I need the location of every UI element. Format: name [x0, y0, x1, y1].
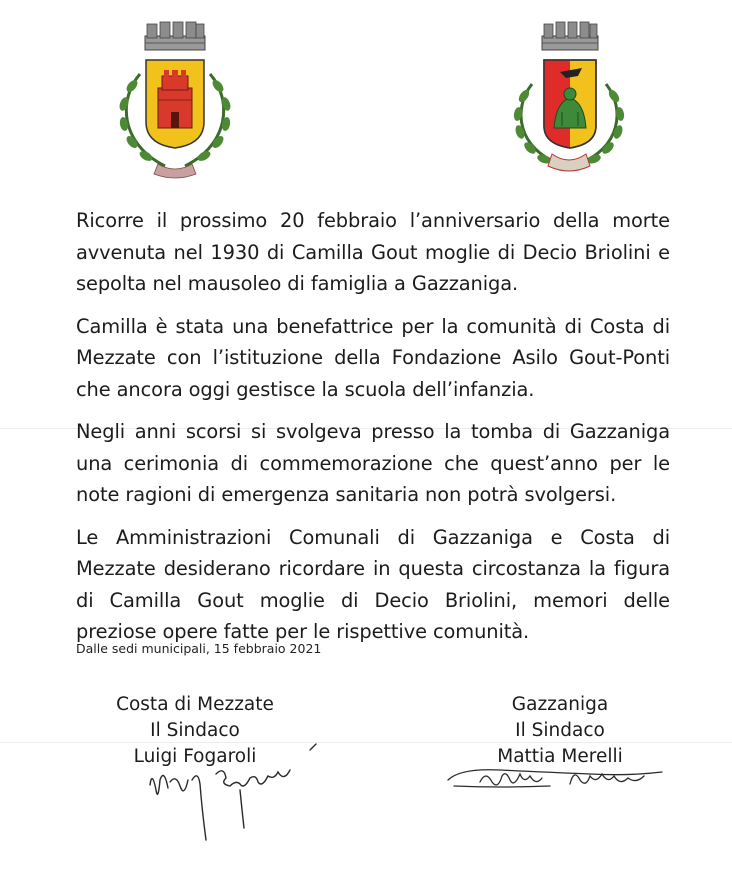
signatory-town: Costa di Mezzate: [116, 694, 274, 715]
paragraph-ceremony: Negli anni scorsi si svolgeva presso la tomba di Gazzaniga una cerimonia di commemorazione che quest’anno per le note ragioni di emergenza sanitaria non potrà svolgersi.: [76, 420, 670, 506]
signatory-role: Il Sindaco: [150, 720, 240, 741]
gazzaniga-crest-icon: [500, 14, 630, 184]
paragraph-benefactor: Camilla è stata una benefattrice per la comunità di Costa di Mezzate con l’istituzione della Fondazione Asilo Gout-Ponti che ancora oggi gestisce la scuola dell’infanzia.: [76, 314, 670, 401]
signatory-role: Il Sindaco: [515, 720, 605, 741]
date-line: Dalle sedi municipali, 15 febbraio 2021: [76, 641, 322, 656]
signature-right-icon: [440, 750, 670, 800]
paragraph-remembrance: Le Amministrazioni Comunali di Gazzaniga e Costa di Mezzate desiderano ricordare in questa circostanza la figura di Camilla Gout moglie di Decio Briolini, memori delle preziose opere fatte per le rispettive comunità.: [76, 525, 670, 643]
costa-di-mezzate-crest-icon: [110, 14, 240, 184]
signature-left-icon: [140, 740, 340, 860]
signatory-name: Luigi Fogaroli: [133, 746, 257, 767]
letter-body: [76, 205, 670, 659]
signatory-town: Gazzaniga: [511, 694, 609, 715]
signatory-name: Mattia Merelli: [497, 746, 623, 767]
paragraph-anniversary: Ricorre il prossimo 20 febbraio l’anniversario della morte avvenuta nel 1930 di Camilla Gout moglie di Decio Briolini e sepolta nel mausoleo di famiglia a Gazzaniga.: [76, 209, 670, 295]
